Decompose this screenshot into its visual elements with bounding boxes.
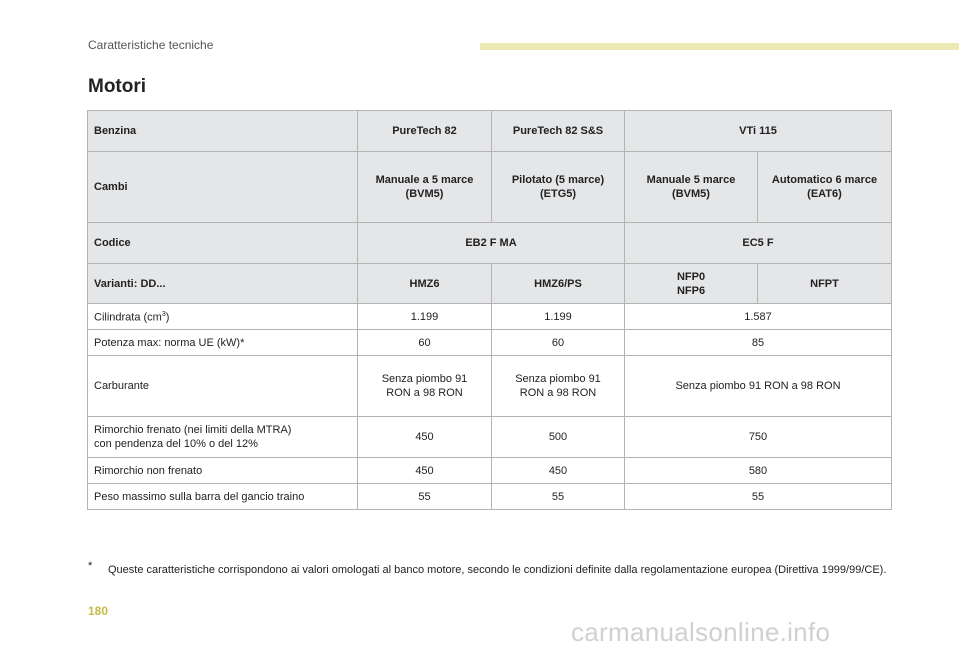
cilindrata-label-close: ) [165,311,170,324]
potenza-value: 60 [358,330,492,356]
peso-gancio-value: 55 [625,484,892,510]
rimorchio-frenato-value: 500 [492,417,625,458]
header-accent-bar [480,43,959,50]
cilindrata-label-text: Cilindrata (cm [94,311,162,324]
cambi-value: Manuale a 5 marce (BVM5) [358,152,492,223]
carburante-value: Senza piombo 91 RON a 98 RON [492,356,625,417]
cambi-value: Pilotato (5 marce) (ETG5) [492,152,625,223]
peso-gancio-value: 55 [358,484,492,510]
watermark: carmanualsonline.info [571,617,831,647]
footnote-text: Queste caratteristiche corrispondono ai valori omologati al banco motore, secondo le condizioni definite dalla regolamentazione europea (Direttiva 1999/99/CE). [108,564,887,576]
row-varianti [88,264,892,304]
engine-specs-table [87,110,892,510]
cilindrata-value: 1.199 [492,304,625,330]
label-potenza: Potenza max: norma UE (kW)* [88,330,358,356]
rimorchio-non-frenato-value: 450 [492,458,625,484]
label-rimorchio-non-frenato: Rimorchio non frenato [88,458,358,484]
varianti-value: HMZ6/PS [492,264,625,304]
row-cilindrata [88,304,892,330]
section-label: Caratteristiche tecniche [88,38,214,52]
label-rimorchio-frenato: Rimorchio frenato (nei limiti della MTRA) con pendenza del 10% o del 12% [88,417,358,458]
row-benzina [88,111,892,152]
rimorchio-frenato-value: 750 [625,417,892,458]
rimorchio-non-frenato-value: 450 [358,458,492,484]
varianti-value: NFPT [758,264,892,304]
row-carburante [88,356,892,417]
row-rimorchio-non-frenato [88,458,892,484]
carburante-value: Senza piombo 91 RON a 98 RON [625,356,892,417]
cambi-value: Automatico 6 marce (EAT6) [758,152,892,223]
potenza-value: 85 [625,330,892,356]
label-cilindrata [88,304,358,330]
row-rimorchio-frenato [88,417,892,458]
label-varianti: Varianti: DD... [88,264,358,304]
row-peso-gancio [88,484,892,510]
cilindrata-superscript: 3 [161,311,166,319]
col-puretech-82-ss: PureTech 82 S&S [492,111,625,152]
row-cambi [88,152,892,223]
varianti-value: HMZ6 [358,264,492,304]
carburante-value: Senza piombo 91 RON a 98 RON [358,356,492,417]
col-vti-115: VTi 115 [625,111,892,152]
rimorchio-non-frenato-value: 580 [625,458,892,484]
varianti-value: NFP0 NFP6 [625,264,758,304]
peso-gancio-value: 55 [492,484,625,510]
label-codice: Codice [88,223,358,264]
potenza-value: 60 [492,330,625,356]
codice-value: EC5 F [625,223,892,264]
label-carburante: Carburante [88,356,358,417]
cambi-value: Manuale 5 marce (BVM5) [625,152,758,223]
row-potenza [88,330,892,356]
cilindrata-value: 1.587 [625,304,892,330]
row-codice [88,223,892,264]
label-benzina: Benzina [88,111,358,152]
label-peso-gancio: Peso massimo sulla barra del gancio traino [88,484,358,510]
rimorchio-frenato-value: 450 [358,417,492,458]
codice-value: EB2 F MA [358,223,625,264]
col-puretech-82: PureTech 82 [358,111,492,152]
page-number: 180 [88,604,109,618]
label-cambi: Cambi [88,152,358,223]
cilindrata-value: 1.199 [358,304,492,330]
footnote-asterisk: * [88,560,93,572]
page-title: Motori [88,76,147,97]
